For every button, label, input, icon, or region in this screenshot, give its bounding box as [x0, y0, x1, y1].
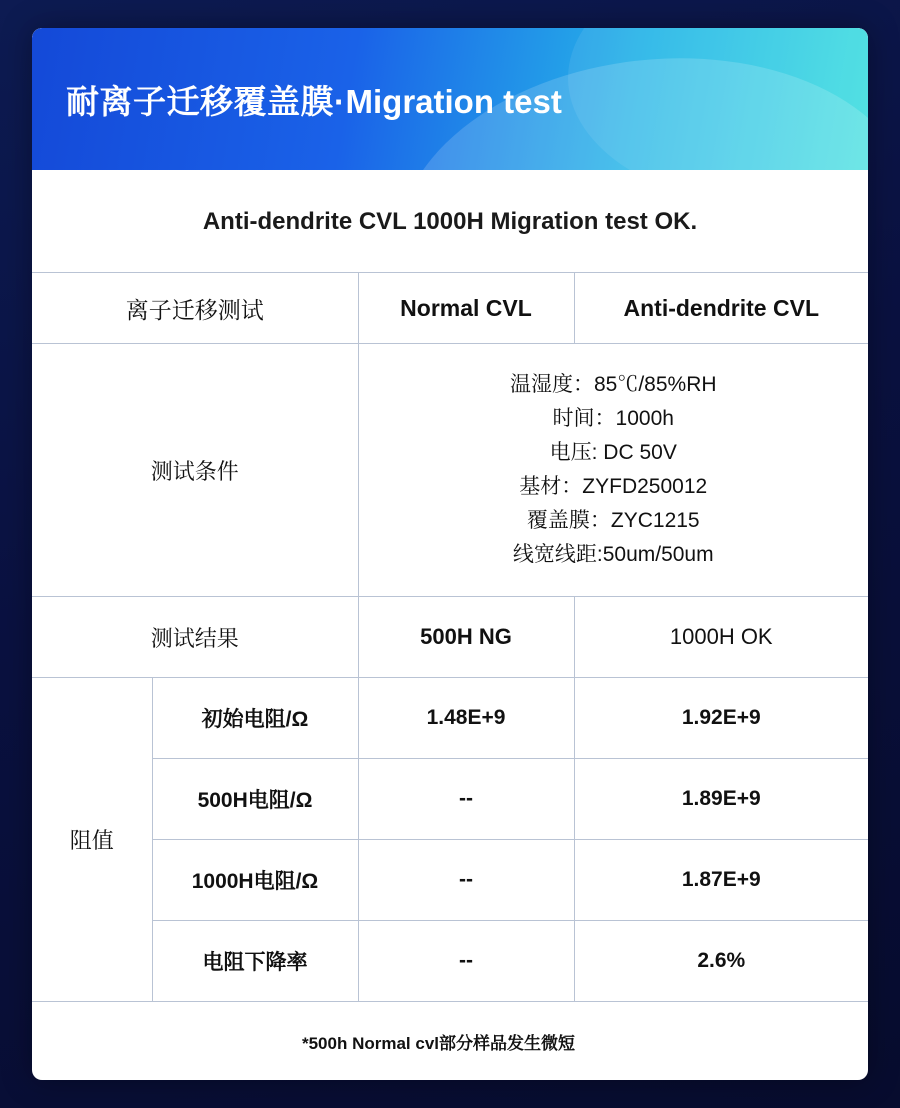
- table-row-resistance-1000h: [32, 840, 868, 921]
- result-anti: 1000H OK: [574, 597, 868, 678]
- content-card: [32, 28, 868, 1080]
- condition-line: 电压: DC 50V: [549, 440, 677, 464]
- resistance-normal-value: --: [358, 840, 574, 921]
- footnote: *500h Normal cvl部分样品发生微短: [32, 1002, 868, 1081]
- resistance-anti-value: 1.87E+9: [574, 840, 868, 921]
- page-title-cn: 耐离子迁移覆盖膜·: [66, 83, 346, 120]
- table-row-conditions: [32, 344, 868, 597]
- column-header-normal: Normal CVL: [358, 273, 574, 344]
- table-row-resistance-initial: [32, 678, 868, 759]
- conditions-body: [358, 344, 868, 597]
- resistance-row-name: 500H电阻/Ω: [152, 759, 358, 840]
- result-label: 测试结果: [32, 597, 358, 678]
- result-normal: 500H NG: [358, 597, 574, 678]
- page-title: [66, 76, 562, 123]
- resistance-row-name: 1000H电阻/Ω: [152, 840, 358, 921]
- condition-line: 线宽线距:50um/50um: [512, 543, 714, 567]
- condition-line: 基材：ZYFD250012: [519, 475, 708, 498]
- resistance-normal-value: 1.48E+9: [358, 678, 574, 759]
- table-row-resistance-500h: [32, 759, 868, 840]
- resistance-row-name: 电阻下降率: [152, 921, 358, 1002]
- header-banner: [32, 28, 868, 170]
- column-header-anti: Anti-dendrite CVL: [574, 273, 868, 344]
- condition-line: 温湿度：85℃/85%RH: [509, 372, 717, 396]
- resistance-anti-value: 1.89E+9: [574, 759, 868, 840]
- table-header-row: [32, 273, 868, 344]
- condition-line: 覆盖膜：ZYC1215: [526, 509, 700, 533]
- resistance-row-name: 初始电阻/Ω: [152, 678, 358, 759]
- conditions-label: 测试条件: [32, 344, 358, 597]
- column-header-test: 离子迁移测试: [32, 273, 358, 344]
- resistance-anti-value: 2.6%: [574, 921, 868, 1002]
- resistance-group-label: 阻值: [32, 678, 152, 1002]
- resistance-normal-value: --: [358, 759, 574, 840]
- table-footnote-row: [32, 1002, 868, 1081]
- subtitle: Anti-dendrite CVL 1000H Migration test OK.: [202, 208, 698, 235]
- migration-test-table: [32, 272, 868, 1080]
- condition-line: 时间：1000h: [552, 406, 674, 430]
- page-title-en: Migration test: [345, 83, 562, 120]
- resistance-anti-value: 1.92E+9: [574, 678, 868, 759]
- resistance-normal-value: --: [358, 921, 574, 1002]
- table-row-result: [32, 597, 868, 678]
- table-row-resistance-drop: [32, 921, 868, 1002]
